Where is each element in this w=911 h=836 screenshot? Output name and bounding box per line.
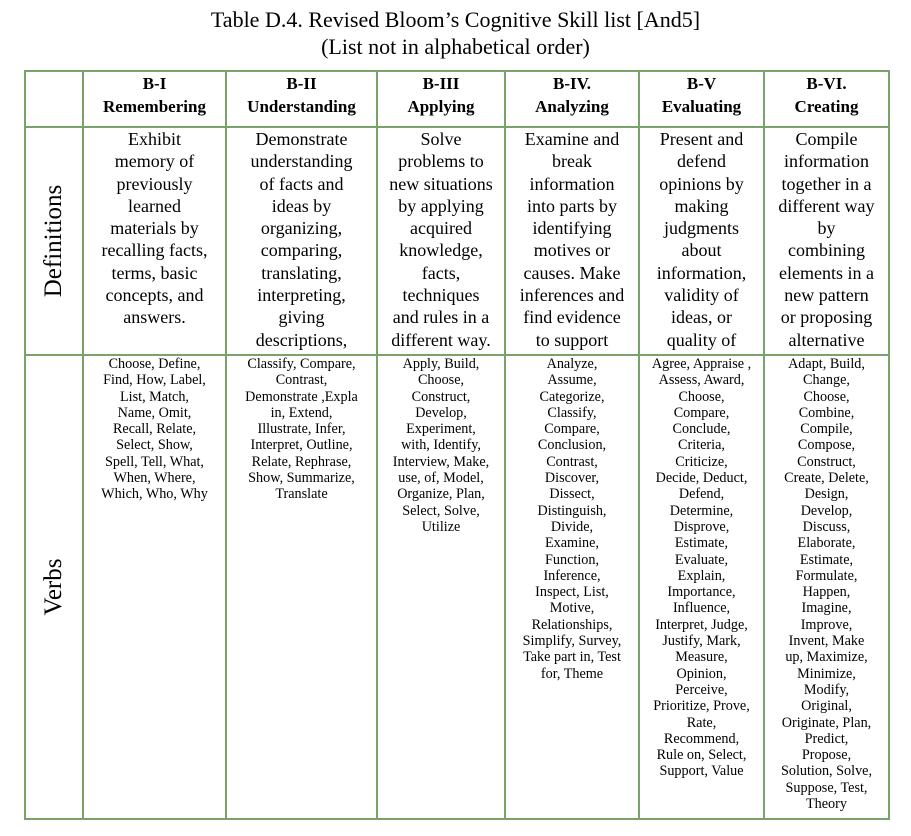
cell-line: answers. <box>123 307 186 328</box>
cell-line: making <box>674 195 729 216</box>
cell-line: descriptions, <box>255 329 348 350</box>
definition-cell <box>377 127 505 355</box>
cell-line: Choose, <box>417 372 465 389</box>
cell-line: Analyze, <box>546 356 598 372</box>
cell-line: Select, Solve, <box>402 502 480 519</box>
cell-line: alternative <box>788 329 865 350</box>
cell-line: Influence, <box>672 600 731 617</box>
cell-line: knowledge, <box>399 240 483 261</box>
cell-line: Compile <box>795 129 858 149</box>
cell-line: Motive, <box>549 600 595 617</box>
cell-line: Criticize, <box>675 453 728 470</box>
cell-line: Discover, <box>544 470 600 487</box>
column-name: Applying <box>407 97 475 116</box>
cell-line: Classify, <box>547 404 597 421</box>
caption-subtitle: (List not in alphabetical order) <box>321 34 590 59</box>
cell-line: Agree, Appraise , <box>651 356 752 372</box>
cell-line: terms, basic <box>111 262 198 283</box>
cell-line: Experiment, <box>406 421 476 438</box>
cell-line: information <box>529 173 615 194</box>
cell-line: Which, Who, Why <box>101 486 208 503</box>
cell-line: Contrast, <box>275 372 328 389</box>
cell-line: break <box>552 151 592 172</box>
cell-line: problems to <box>398 151 484 172</box>
cell-line: Create, Delete, <box>784 470 869 487</box>
cell-line: Apply, Build, <box>402 356 480 372</box>
cell-line: ideas by <box>271 195 332 216</box>
cell-line: up, Maximize, <box>785 649 868 666</box>
cell-line: techniques <box>402 285 480 306</box>
cell-line: Interpret, Outline, <box>250 437 353 454</box>
cell-line: Adapt, Build, <box>788 356 865 372</box>
verbs-cell <box>226 355 377 819</box>
definition-cell <box>505 127 639 355</box>
cell-line: Criteria, <box>678 437 725 454</box>
column-name: Creating <box>794 97 859 116</box>
cell-line: and rules in a <box>392 307 490 328</box>
cell-line: Importance, <box>667 584 736 601</box>
cell-line: combining <box>788 240 865 261</box>
cell-line: Happen, <box>802 584 851 601</box>
row-label-cell <box>25 355 83 819</box>
cell-line: together in a <box>781 173 872 194</box>
column-name: Remembering <box>103 97 206 116</box>
cell-line: understanding <box>250 151 353 172</box>
cell-line: Rate, <box>686 714 717 731</box>
cell-line: of facts and <box>259 173 344 194</box>
cell-line: Support, Value <box>659 763 744 780</box>
cell-line: Explain, <box>677 567 726 584</box>
cell-line: Choose, Define, <box>108 356 201 372</box>
cell-line: Defend, <box>678 486 725 503</box>
row-label-verbs: Verbs <box>40 558 67 616</box>
cell-line: find evidence <box>523 307 621 328</box>
cell-line: facts, <box>421 262 461 283</box>
cell-line: Discuss, <box>802 518 851 535</box>
cell-line: Minimize, <box>797 665 856 682</box>
cell-line: Choose, <box>803 388 850 405</box>
cell-line: Demonstrate <box>255 129 348 149</box>
cell-line: Show, Summarize, <box>248 470 355 487</box>
definition-cell <box>83 127 226 355</box>
cell-line: Suppose, Test, <box>785 779 868 796</box>
column-header-understanding <box>226 71 377 127</box>
cell-line: When, Where, <box>113 470 196 487</box>
table-caption <box>0 6 911 60</box>
cell-line: opinions by <box>659 173 744 194</box>
cell-line: Conclude, <box>672 421 731 438</box>
cell-line: previously <box>116 173 193 194</box>
verbs-cell <box>764 355 889 819</box>
column-header-analyzing <box>505 71 639 127</box>
cell-line: or proposing <box>780 307 873 328</box>
verbs-row <box>25 355 889 819</box>
cell-line: Exhibit <box>128 129 181 149</box>
cell-line: use, of, Model, <box>398 470 484 487</box>
cell-line: Relate, Rephrase, <box>251 453 352 470</box>
cell-line: Decide, Deduct, <box>655 470 748 487</box>
cell-line: Evaluate, <box>674 551 729 568</box>
cell-line: Interpret, Judge, <box>655 616 748 633</box>
cell-line: Assume, <box>547 372 597 389</box>
cell-line: interpreting, <box>257 285 346 306</box>
cell-line: different way. <box>391 329 491 350</box>
cell-line: different way <box>778 195 875 216</box>
cell-line: information, <box>656 262 747 283</box>
column-name: Understanding <box>247 97 356 116</box>
cell-line: comparing, <box>260 240 343 261</box>
cell-line: Conclusion, <box>537 437 607 454</box>
cell-line: Recommend, <box>663 730 740 747</box>
cell-line: Solve <box>420 129 462 149</box>
cell-line: Improve, <box>800 616 853 633</box>
cell-line: Combine, <box>798 404 855 421</box>
cell-line: Examine, <box>545 535 599 552</box>
column-code: B-III <box>422 74 460 93</box>
cell-line: Function, <box>545 551 599 568</box>
verbs-cell <box>83 355 226 819</box>
cell-line: causes. Make <box>523 262 621 283</box>
column-header-remembering <box>83 71 226 127</box>
cell-line: Change, <box>803 372 850 389</box>
cell-line: Name, Omit, <box>117 404 192 421</box>
cell-line: Take part in, Test <box>523 649 621 666</box>
cell-line: for, Theme <box>540 665 604 682</box>
cell-line: Develop, <box>415 404 467 421</box>
cell-line: Invent, Make <box>788 633 865 650</box>
cell-line: Compare, <box>673 404 730 421</box>
cell-line: Estimate, <box>674 535 729 552</box>
cell-line: Dissect, <box>549 486 595 503</box>
cell-line: to support <box>535 329 609 350</box>
definition-cell <box>639 127 764 355</box>
cell-line: Perceive, <box>675 681 728 698</box>
cell-line: ideas, or <box>671 307 732 328</box>
cell-line: organizing, <box>260 218 343 239</box>
cell-line: Choose, <box>678 388 725 405</box>
caption-title: Table D.4. Revised Bloom’s Cognitive Skill list [And5] <box>210 7 701 32</box>
cell-line: Select, Show, <box>116 437 193 454</box>
cell-line: Classify, Compare, <box>247 356 356 372</box>
cell-line: Organize, Plan, <box>397 486 485 503</box>
cell-line: Categorize, <box>539 388 605 405</box>
column-code: B-IV. <box>553 74 591 93</box>
cell-line: giving <box>278 307 325 328</box>
header-row <box>25 71 889 127</box>
definition-text <box>227 128 376 350</box>
cell-line: quality of <box>666 329 737 350</box>
cell-line: Solution, Solve, <box>780 763 873 780</box>
cell-line: Recall, Relate, <box>112 421 197 438</box>
verbs-cell <box>377 355 505 819</box>
bloom-skill-table <box>24 70 890 820</box>
verbs-cell <box>639 355 764 819</box>
column-header-applying <box>377 71 505 127</box>
cell-line: judgments <box>664 218 739 239</box>
cell-line: concepts, and <box>105 285 204 306</box>
cell-line: identifying <box>532 218 612 239</box>
cell-line: Construct, <box>411 388 471 405</box>
cell-line: with, Identify, <box>401 437 481 454</box>
cell-line: Distinguish, <box>537 502 607 519</box>
column-header-creating <box>764 71 889 127</box>
cell-line: Assess, Award, <box>658 372 745 389</box>
verbs-cell <box>505 355 639 819</box>
column-code: B-V <box>686 74 717 93</box>
cell-line: Examine and <box>524 129 620 149</box>
cell-line: Demonstrate ,Expla <box>245 388 358 405</box>
definition-text <box>378 128 504 350</box>
cell-line: validity of <box>664 285 739 306</box>
cell-line: new situations <box>389 173 493 194</box>
cell-line: acquired <box>410 218 472 239</box>
cell-line: Interview, Make, <box>392 453 490 470</box>
column-name: Evaluating <box>661 97 742 116</box>
cell-line: translating, <box>261 262 342 283</box>
cell-line: Illustrate, Infer, <box>257 421 346 438</box>
cell-line: Compose, <box>797 437 856 454</box>
cell-line: new pattern <box>784 285 869 306</box>
cell-line: Translate <box>275 486 328 503</box>
definition-cell <box>764 127 889 355</box>
cell-line: Originate, Plan, <box>781 714 872 731</box>
cell-line: into parts by <box>527 195 617 216</box>
definition-text <box>765 128 888 350</box>
cell-line: materials by <box>110 218 199 239</box>
cell-line: Relationships, <box>531 616 613 633</box>
cell-line: Theory <box>806 796 847 813</box>
cell-line: Inspect, List, <box>535 584 609 601</box>
cell-line: Imagine, <box>801 600 852 617</box>
cell-line: memory of <box>114 151 195 172</box>
cell-line: Compile, <box>800 421 853 438</box>
cell-line: learned <box>128 195 181 216</box>
cell-line: inferences and <box>519 285 625 306</box>
cell-line: Find, How, Label, <box>103 372 206 389</box>
cell-line: Design, <box>804 486 849 503</box>
cell-line: Construct, <box>797 453 856 470</box>
cell-line: Disprove, <box>673 518 730 535</box>
cell-line: elements in a <box>779 262 874 283</box>
definition-text <box>640 128 763 350</box>
cell-line: motives or <box>533 240 611 261</box>
cell-line: Predict, <box>804 730 849 747</box>
cell-line: Compare, <box>544 421 600 438</box>
cell-line: Divide, <box>550 518 594 535</box>
cell-line: Rule on, Select, <box>656 747 747 764</box>
cell-line: recalling facts, <box>101 240 208 261</box>
cell-line: Utilize <box>421 518 461 535</box>
cell-line: Modify, <box>803 681 850 698</box>
cell-line: Estimate, <box>799 551 854 568</box>
definition-text <box>84 128 225 350</box>
cell-line: Elaborate, <box>797 535 856 552</box>
column-code: B-VI. <box>806 74 847 93</box>
column-code: B-II <box>286 74 317 93</box>
cell-line: Develop, <box>800 502 853 519</box>
cell-line: by <box>817 218 836 239</box>
cell-line: Present and <box>659 129 744 149</box>
cell-line: Spell, Tell, What, <box>105 453 204 470</box>
definition-text <box>506 128 638 350</box>
row-label-cell <box>25 127 83 355</box>
cell-line: Inference, <box>543 567 601 584</box>
cell-line: Opinion, <box>676 665 727 682</box>
cell-line: Measure, <box>675 649 728 666</box>
cell-line: Simplify, Survey, <box>522 633 622 650</box>
cell-line: Original, <box>801 698 852 715</box>
cell-line: Prioritize, Prove, <box>653 698 750 715</box>
cell-line: Propose, <box>801 747 852 764</box>
cell-line: Determine, <box>669 502 734 519</box>
row-label-definitions: Definitions <box>40 184 67 298</box>
cell-line: by applying <box>398 195 484 216</box>
column-code: B-I <box>142 74 167 93</box>
column-header-evaluating <box>639 71 764 127</box>
cell-line: in, Extend, <box>270 404 333 421</box>
cell-line: Contrast, <box>546 453 598 470</box>
corner-cell <box>25 71 83 127</box>
definitions-row <box>25 127 889 355</box>
cell-line: Justify, Mark, <box>662 633 741 650</box>
cell-line: defend <box>677 151 726 172</box>
cell-line: information <box>784 151 869 172</box>
column-name: Analyzing <box>535 97 609 116</box>
cell-line: List, Match, <box>120 388 189 405</box>
cell-line: about <box>681 240 722 261</box>
definition-cell <box>226 127 377 355</box>
cell-line: Formulate, <box>795 567 858 584</box>
